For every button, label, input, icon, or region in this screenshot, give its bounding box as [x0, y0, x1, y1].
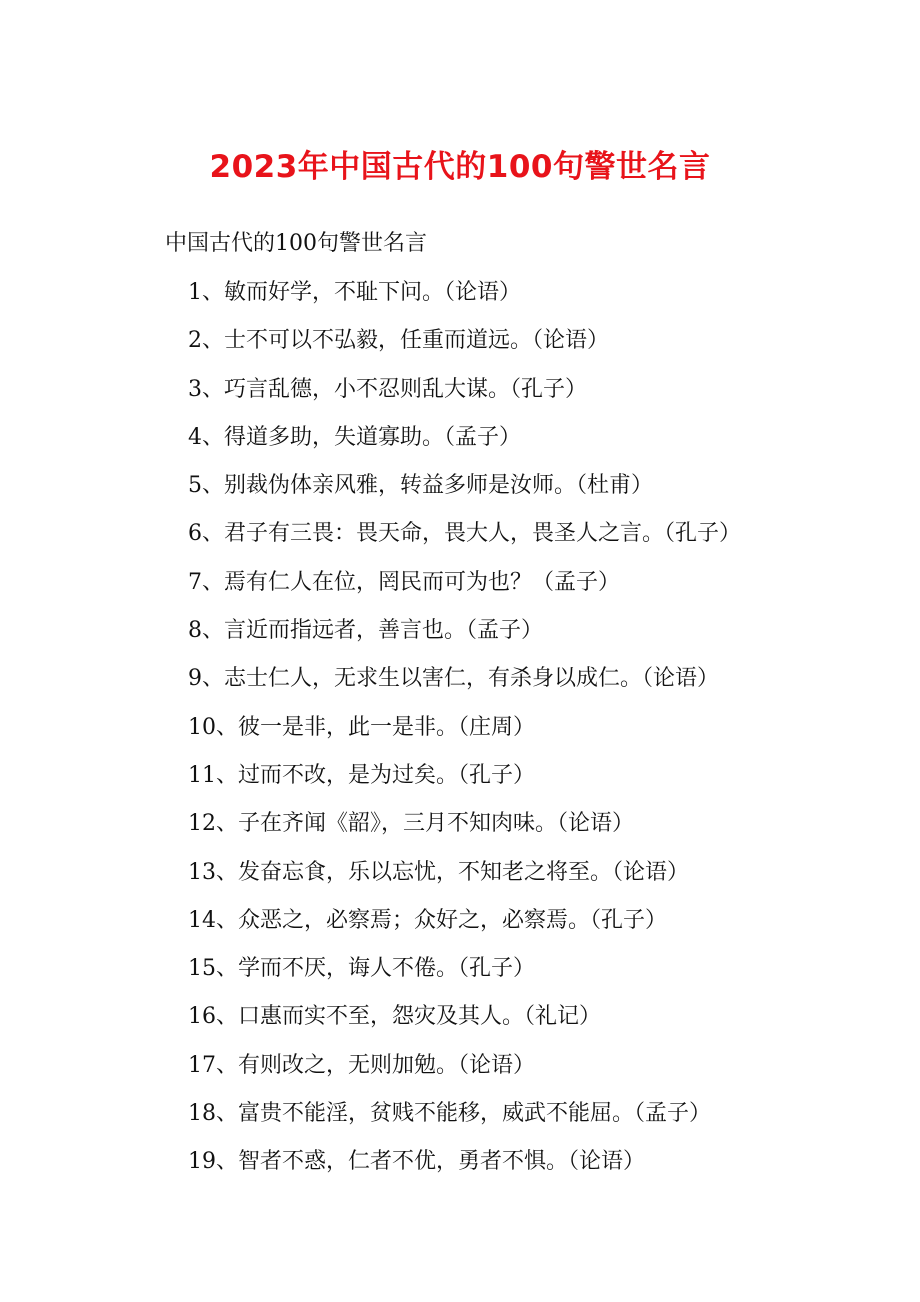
quote-item: 3、巧言乱德，小不忍则乱大谋。（孔子） — [188, 376, 587, 402]
quote-item: 4、得道多助，失道寡助。（孟子） — [188, 424, 521, 450]
quote-item: 8、言近而指远者，善言也。（孟子） — [188, 618, 543, 644]
quote-item: 6、君子有三畏：畏天命，畏大人，畏圣人之言。（孔子） — [188, 521, 741, 547]
quote-item: 15、学而不厌，诲人不倦。（孔子） — [188, 956, 535, 982]
quote-item: 17、有则改之，无则加勉。（论语） — [188, 1052, 535, 1078]
quote-item: 7、焉有仁人在位，罔民而可为也？（孟子） — [188, 569, 620, 595]
quote-list — [188, 275, 741, 1193]
quote-item: 11、过而不改，是为过矣。（孔子） — [188, 762, 535, 788]
quote-item: 1、敏而好学，不耻下问。（论语） — [188, 280, 521, 305]
quote-item: 14、众恶之，必察焉；众好之，必察焉。（孔子） — [188, 907, 667, 933]
quote-item: 5、别裁伪体亲风雅，转益多师是汝师。（杜甫） — [188, 473, 653, 499]
quote-item: 19、智者不惑，仁者不优，勇者不惧。（论语） — [188, 1149, 645, 1175]
quote-item: 16、口惠而实不至，怨灾及其人。（礼记） — [188, 1004, 601, 1030]
quote-item: 9、志士仁人，无求生以害仁，有杀身以成仁。（论语） — [188, 666, 719, 692]
quote-item: 2、士不可以不弘毅，任重而道远。（论语） — [188, 328, 609, 354]
quote-item: 18、富贵不能淫，贫贱不能移，威武不能屈。（孟子） — [188, 1101, 711, 1127]
intro-line: 中国古代的100句警世名言 — [165, 231, 427, 256]
quote-item: 10、彼一是非，此一是非。（庄周） — [188, 714, 535, 740]
quote-item: 13、发奋忘食，乐以忘忧，不知老之将至。（论语） — [188, 859, 689, 885]
quote-item: 12、子在齐闻《韶》，三月不知肉味。（论语） — [188, 811, 634, 837]
document-title: 2023年中国古代的100句警世名言 — [209, 149, 711, 185]
